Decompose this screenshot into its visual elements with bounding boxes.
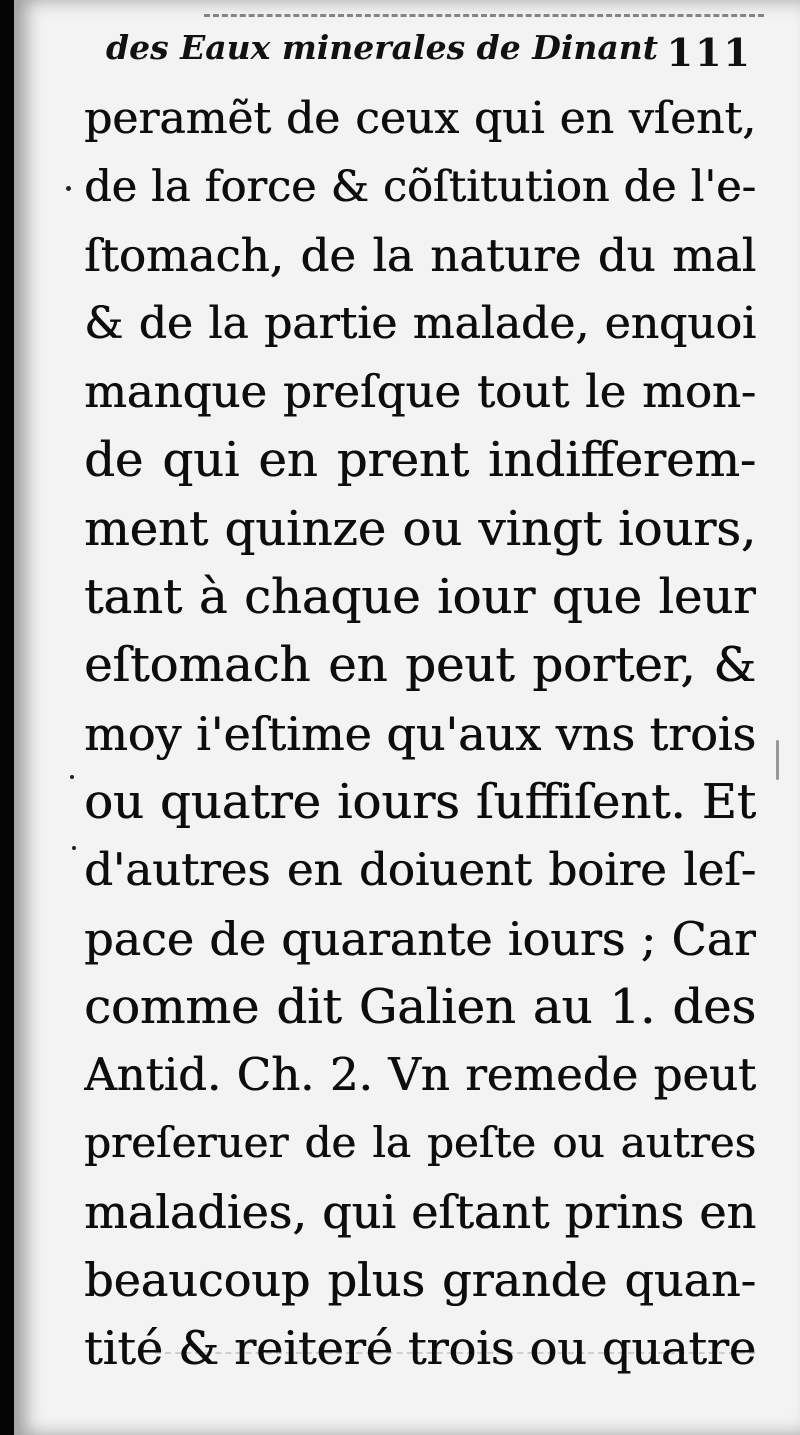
text-line: moy i'eſtime qu'aux vns trois bbox=[84, 706, 756, 761]
page-header bbox=[100, 18, 760, 76]
text-line: & de la partie malade, enquoi bbox=[84, 297, 756, 349]
ink-speck bbox=[70, 775, 74, 779]
text-line: beaucoup plus grande quan- bbox=[84, 1253, 756, 1308]
text-line: ment quinze ou vingt iours, bbox=[84, 500, 756, 557]
ink-speck bbox=[66, 186, 71, 191]
binding-gutter bbox=[0, 0, 14, 1435]
bottom-edge-rule bbox=[155, 1352, 755, 1354]
text-line: ou quatre iours ſuffiſent. Et bbox=[84, 773, 756, 830]
text-line: Antid. Ch. 2. Vn remede peut bbox=[84, 1048, 756, 1102]
body-text bbox=[84, 85, 756, 1383]
text-line: d'autres en doiuent boire leſ- bbox=[84, 843, 756, 897]
text-line: de la force & cõſtitution de l'e- bbox=[84, 162, 756, 213]
text-line: tité & reiteré trois ou quatre bbox=[84, 1321, 756, 1376]
page-number: 111 bbox=[666, 30, 752, 75]
text-line: ſtomach, de la nature du mal bbox=[84, 228, 756, 282]
text-line: pace de quarante iours ; Car bbox=[84, 911, 756, 966]
text-line: de qui en prent indifferem- bbox=[84, 432, 756, 489]
text-line: eſtomach en peut porter, & bbox=[84, 637, 756, 694]
running-head: des Eaux minerales de Dinant bbox=[106, 28, 658, 67]
ink-speck bbox=[72, 846, 76, 850]
text-line: manque preſque tout le mon- bbox=[84, 365, 756, 419]
ink-speck bbox=[776, 740, 779, 780]
text-line: comme dit Galien au 1. des bbox=[84, 978, 756, 1035]
text-line: maladies, qui eſtant prins en bbox=[84, 1184, 756, 1239]
text-line: preſeruer de la peſte ou autres bbox=[84, 1118, 756, 1168]
text-line: tant à chaque iour que leur bbox=[84, 569, 756, 626]
top-edge-rule bbox=[204, 14, 764, 17]
text-line: peramẽt de ceux qui en vſent, bbox=[84, 93, 756, 144]
